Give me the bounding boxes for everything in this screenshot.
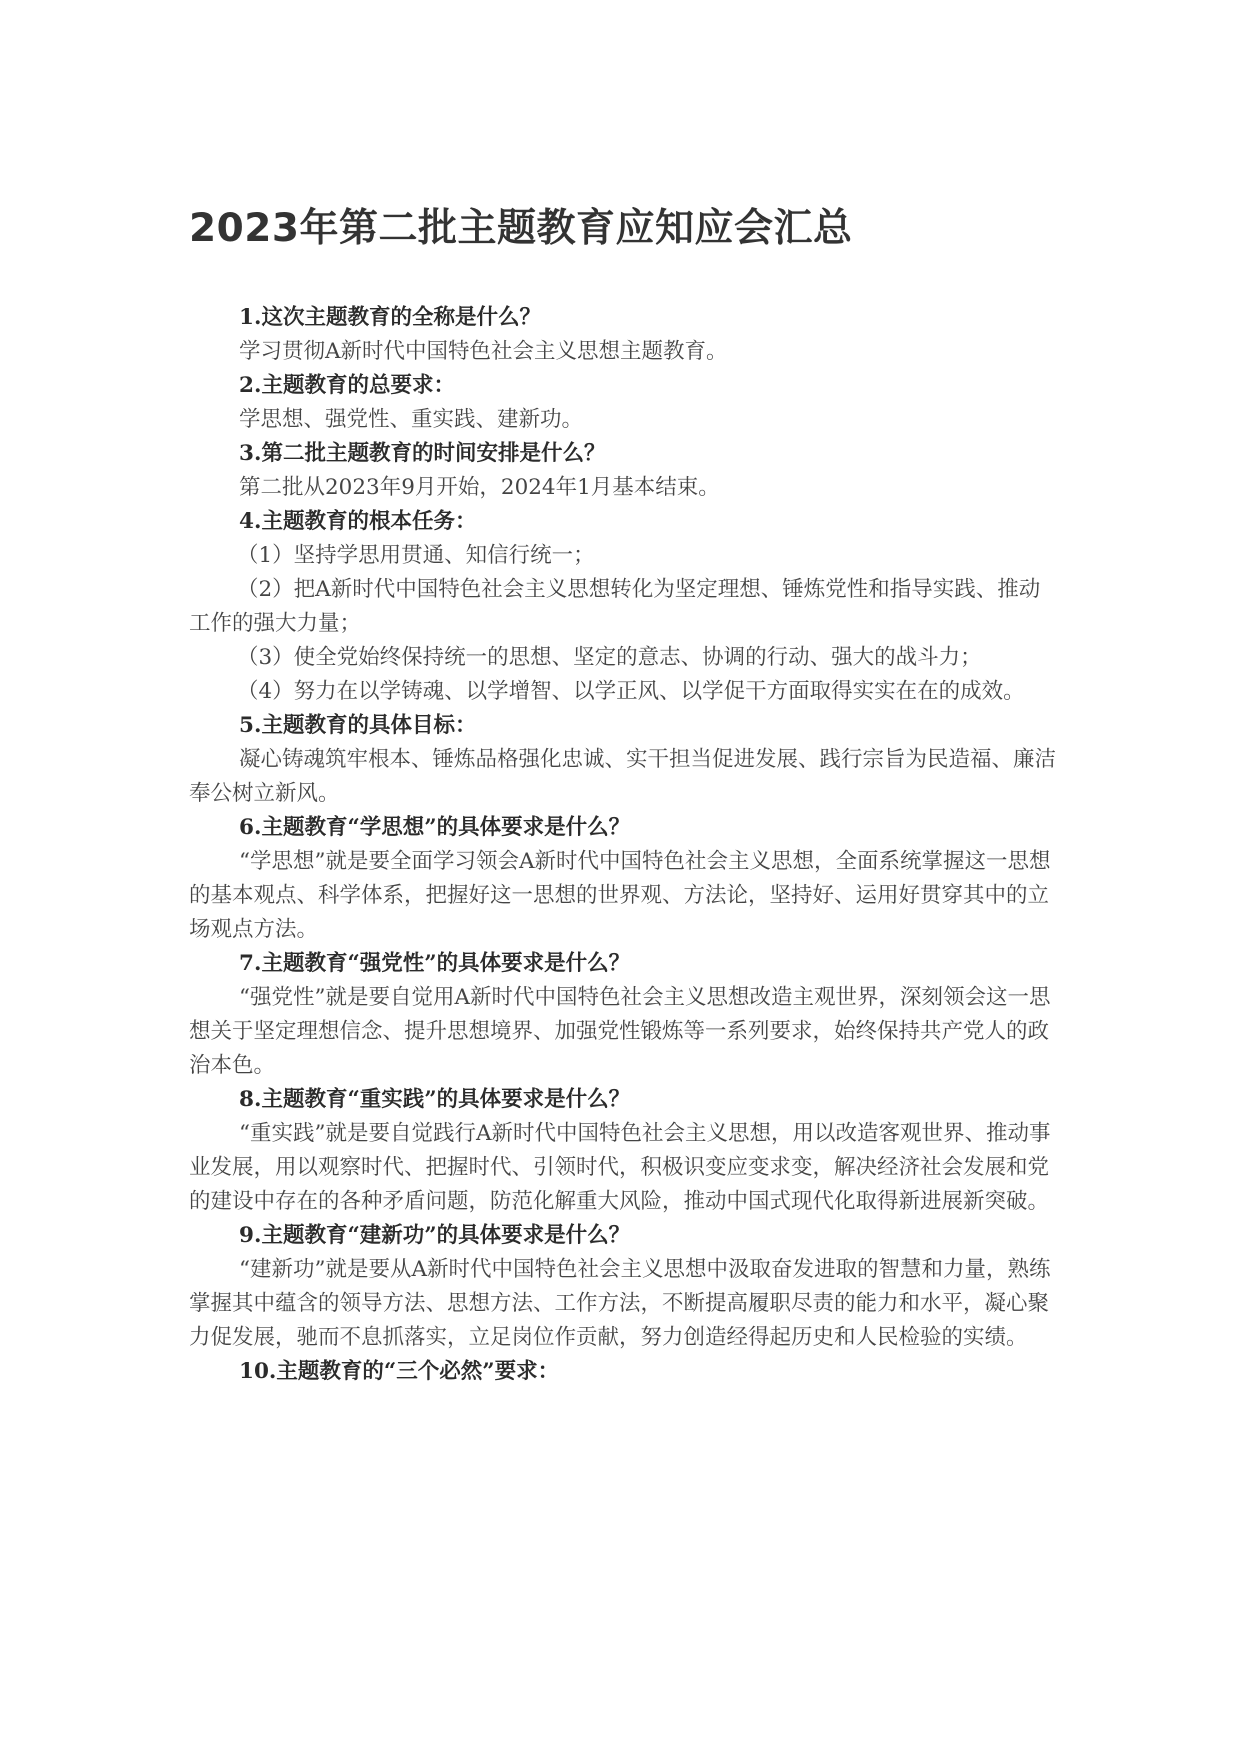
answer-4-item-3: （3）使全党始终保持统一的思想、坚定的意志、协调的行动、强大的战斗力； bbox=[237, 645, 982, 670]
answer-6: “学思想”就是要全面学习领会A新时代中国特色社会主义思想，全面系统掌握这一思想的基本观点、科学体系，把握好这一思想的世界观、方法论，坚持好、运用好贯穿其中的立场观点方法。 bbox=[189, 849, 1051, 942]
answer-8: “重实践”就是要自觉践行A新时代中国特色社会主义思想，用以改造客观世界、推动事业发展，用以观察时代、把握时代、引领时代，积极识变应变求变，解决经济社会发展和党的建设中存在的各种矛盾问题，防范化解重大风险，推动中国式现代化取得新进展新突破。 bbox=[189, 1121, 1051, 1214]
question-2: 2.主题教育的总要求： bbox=[239, 373, 455, 398]
question-9: 9.主题教育“建新功”的具体要求是什么？ bbox=[239, 1223, 631, 1248]
qa-list bbox=[189, 301, 1061, 1389]
answer-7: “强党性”就是要自觉用A新时代中国特色社会主义思想改造主观世界，深刻领会这一思想关于坚定理想信念、提升思想境界、加强党性锻炼等一系列要求，始终保持共产党人的政治本色。 bbox=[189, 985, 1051, 1078]
question-4: 4.主题教育的根本任务： bbox=[239, 509, 477, 534]
question-3: 3.第二批主题教育的时间安排是什么？ bbox=[239, 441, 606, 466]
answer-1: 学习贯彻A新时代中国特色社会主义思想主题教育。 bbox=[239, 339, 728, 364]
answer-9: “建新功”就是要从A新时代中国特色社会主义思想中汲取奋发进取的智慧和力量，熟练掌握其中蕴含的领导方法、思想方法、工作方法，不断提高履职尽责的能力和水平，凝心聚力促发展，驰而不息抓落实，立足岗位作贡献，努力创造经得起历史和人民检验的实绩。 bbox=[189, 1257, 1051, 1350]
question-5: 5.主题教育的具体目标： bbox=[239, 713, 477, 738]
answer-5: 凝心铸魂筑牢根本、锤炼品格强化忠诚、实干担当促进发展、践行宗旨为民造福、廉洁奉公树立新风。 bbox=[189, 747, 1057, 806]
question-1: 1.这次主题教育的全称是什么？ bbox=[239, 305, 541, 330]
answer-4-item-1: （1）坚持学思用贯通、知信行统一； bbox=[237, 543, 595, 568]
question-7: 7.主题教育“强党性”的具体要求是什么？ bbox=[239, 951, 631, 976]
answer-2: 学思想、强党性、重实践、建新功。 bbox=[239, 407, 584, 432]
question-8: 8.主题教育“重实践”的具体要求是什么？ bbox=[239, 1087, 631, 1112]
answer-3: 第二批从2023年9月开始，2024年1月基本结束。 bbox=[239, 475, 720, 500]
answer-4-item-4: （4）努力在以学铸魂、以学增智、以学正风、以学促干方面取得实实在在的成效。 bbox=[237, 679, 1025, 704]
question-10: 10.主题教育的“三个必然”要求： bbox=[239, 1359, 560, 1384]
document-title: 2023年第二批主题教育应知应会汇总 bbox=[189, 206, 853, 251]
answer-4-item-2: （2）把A新时代中国特色社会主义思想转化为坚定理想、锤炼党性和指导实践、推动工作的强大力量； bbox=[189, 577, 1041, 636]
question-6: 6.主题教育“学思想”的具体要求是什么？ bbox=[239, 815, 631, 840]
document-page bbox=[189, 205, 1061, 1389]
